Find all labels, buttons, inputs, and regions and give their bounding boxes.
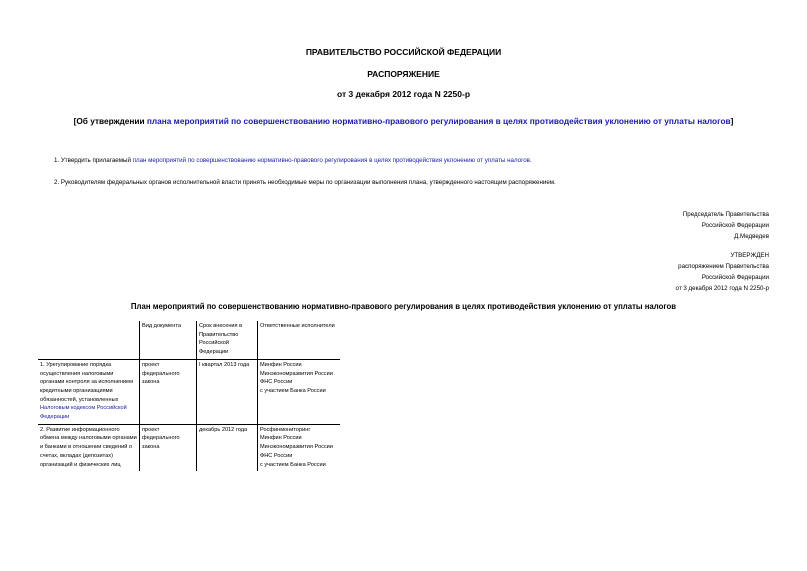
- document-number: от 3 декабря 2012 года N 2250-р: [336, 89, 471, 99]
- table-header-row: [38, 321, 340, 359]
- document-kind-heading: РАСПОРЯЖЕНИЕ: [367, 69, 440, 79]
- header-cell-executors: Ответственные исполнители: [258, 321, 341, 359]
- doc-type-cell: проект федерального закона: [140, 424, 197, 471]
- item-cell: [38, 424, 140, 471]
- paragraph-1-text: 1. Утвердить прилагаемый: [54, 157, 133, 164]
- tax-code-link[interactable]: Налоговым кодексом Российской Федерации: [40, 405, 127, 421]
- title-suffix: ]: [730, 116, 734, 126]
- approval-date: от 3 декабря 2012 года N 2250-р: [675, 285, 769, 292]
- doc-type-cell: проект федерального закона: [140, 359, 197, 424]
- executor: с участием Банка России: [260, 461, 326, 468]
- government-heading: ПРАВИТЕЛЬСТВО РОССИЙСКОЙ ФЕДЕРАЦИИ: [305, 47, 502, 57]
- executors-cell: [258, 424, 341, 471]
- paragraph-1-link[interactable]: план мероприятий по совершенствованию нормативно-правового регулирования в целях противодействия уклонению от уплаты налогов: [132, 157, 530, 164]
- signature-name: Д.Медведев: [734, 233, 769, 240]
- item-text: 2. Развитие информационного обмена между налоговыми органами и банками в отношении сведений о счетах, вкладах (депозитах) организаций и физических лиц: [40, 426, 137, 468]
- approval-block: [676, 250, 769, 294]
- header-cell-item: [38, 321, 140, 359]
- paragraph-2: 2. Руководителям федеральных органов исполнительной власти принять необходимые меры по организации выполнения плана, утвержденного настоящим распоряжением.: [54, 179, 556, 186]
- approval-label: УТВЕРЖДЕН: [730, 252, 769, 259]
- executor: Минэкономразвития России: [260, 370, 333, 377]
- executor: с участием Банка России: [260, 387, 326, 394]
- document-title: [40, 116, 767, 126]
- deadline-cell: декабрь 2012 года: [197, 424, 258, 471]
- plan-table: [38, 321, 340, 471]
- executor: Минфин России: [260, 435, 302, 442]
- executor: Росфинмониторинг: [260, 426, 311, 433]
- paragraph-1-suffix: .: [529, 157, 532, 164]
- approval-country: Российской Федерации: [701, 274, 769, 281]
- plan-title: План мероприятий по совершенствованию нормативно-правового регулирования в целях противодействия уклонению от уплаты налогов: [130, 302, 677, 311]
- title-prefix: [Об утверждении: [73, 116, 147, 126]
- signature-block: [683, 209, 769, 242]
- table-row: [38, 359, 340, 424]
- header-cell-doc-type: Вид документа: [140, 321, 197, 359]
- executor: Минфин России: [260, 361, 302, 368]
- paragraph-1: [54, 157, 532, 164]
- table-row: [38, 424, 340, 471]
- title-link[interactable]: плана мероприятий по совершенствованию нормативно-правового регулирования в целях противодействия уклонению от уплаты налогов: [146, 116, 731, 126]
- item-cell: [38, 359, 140, 424]
- item-text: 1. Урегулирование порядка осуществления налоговыми органами контроля за исполнением кредитными организациями обязанностей, установленных: [40, 361, 133, 403]
- executors-cell: [258, 359, 341, 424]
- header-cell-deadline: Срок внесения в Правительство Российской Федерации: [197, 321, 258, 359]
- executor: Минэкономразвития России: [260, 444, 333, 451]
- executor: ФНС России: [260, 379, 293, 386]
- deadline-cell: I квартал 2013 года: [197, 359, 258, 424]
- signature-country: Российской Федерации: [701, 222, 769, 229]
- executor: ФНС России: [260, 452, 293, 459]
- approval-by: распоряжением Правительства: [678, 263, 769, 270]
- signature-position: Председатель Правительства: [682, 211, 769, 218]
